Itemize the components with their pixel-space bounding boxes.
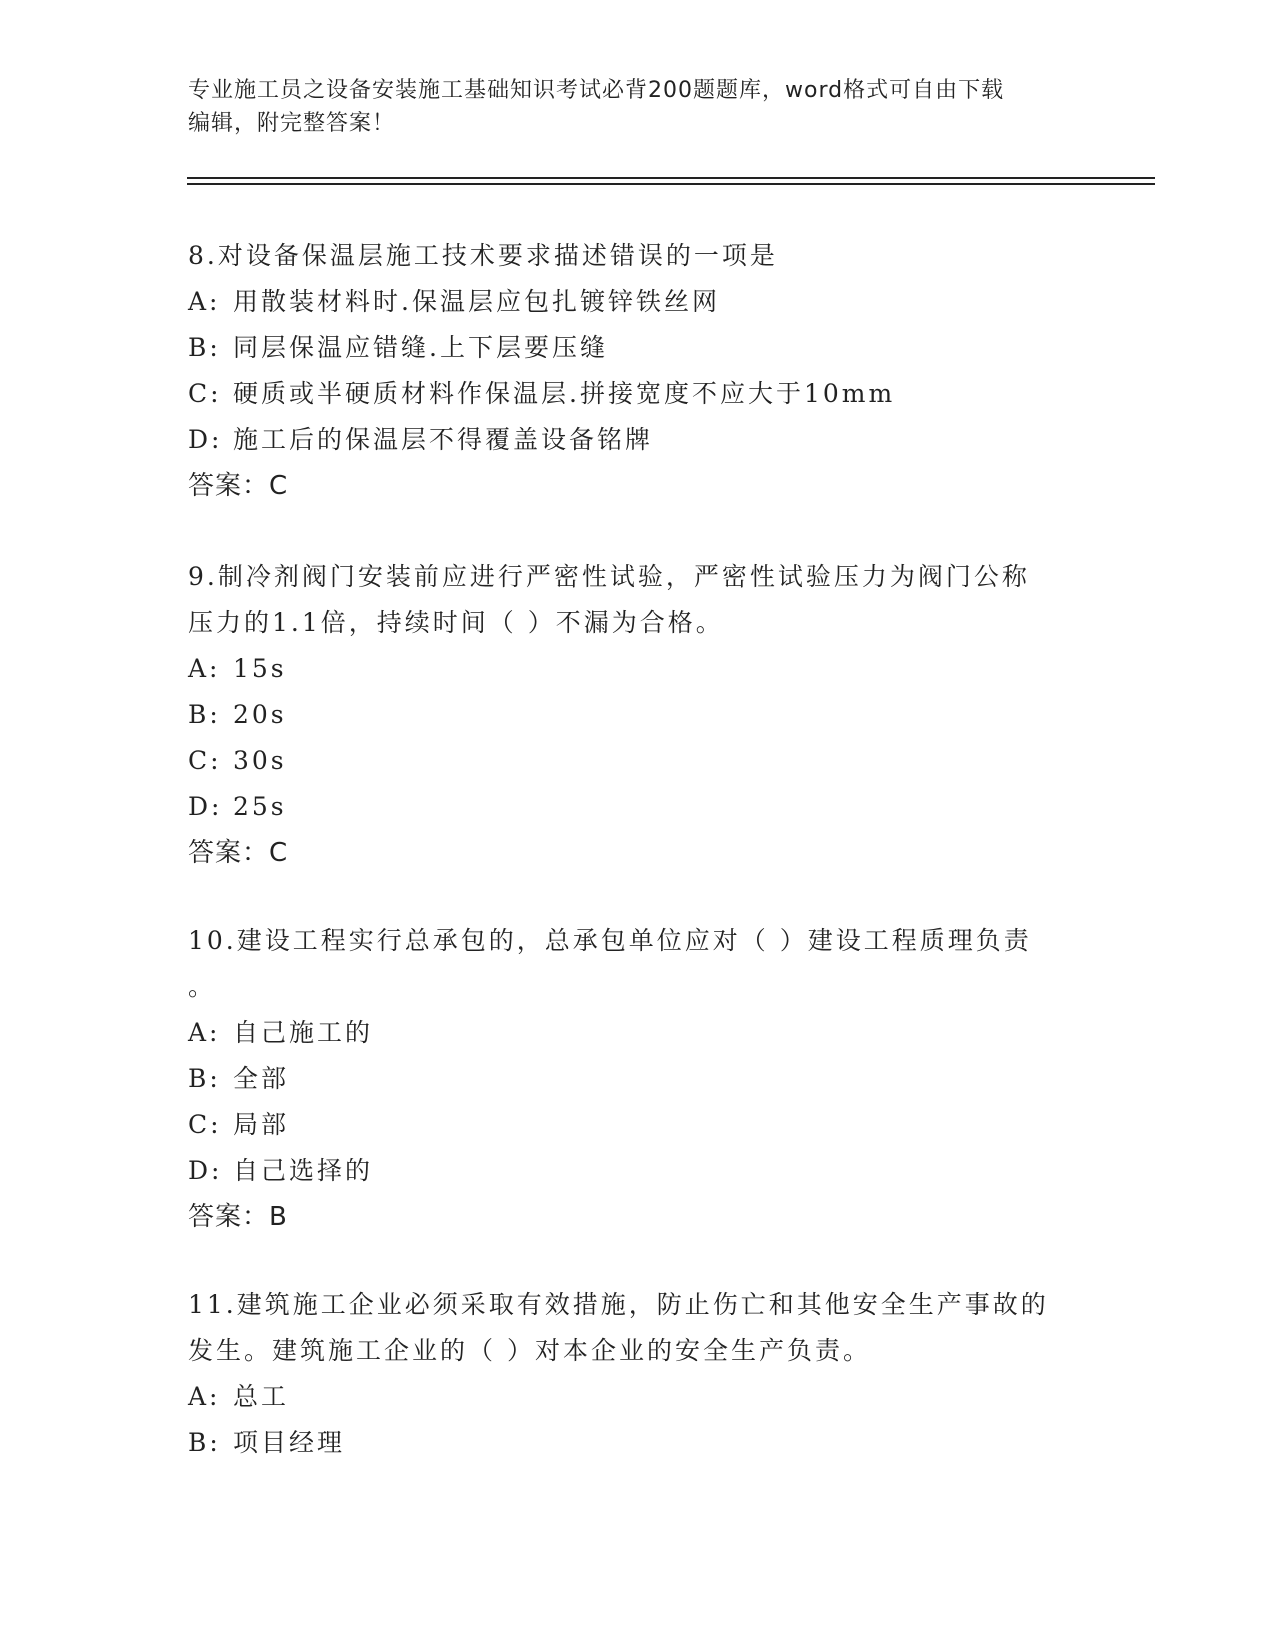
option-d xyxy=(188,417,1088,463)
option-letter: A: xyxy=(188,654,221,683)
question-9 xyxy=(188,554,1088,876)
option-text: 25s xyxy=(233,792,287,821)
option-b xyxy=(188,1420,1088,1466)
header-divider-top xyxy=(187,177,1155,179)
question-8 xyxy=(188,233,1088,509)
option-d xyxy=(188,1148,1088,1194)
option-b xyxy=(188,325,1088,371)
option-text: 用散装材料时.保温层应包扎镀锌铁丝网 xyxy=(233,287,720,316)
option-letter: D: xyxy=(188,792,223,821)
option-letter: C: xyxy=(188,746,222,775)
option-a xyxy=(188,1374,1088,1420)
option-text: 同层保温应错缝.上下层要压缝 xyxy=(233,333,608,362)
question-10 xyxy=(188,918,1088,1240)
option-text: 总工 xyxy=(233,1382,290,1411)
question-stem-line-1: 9.制冷剂阀门安装前应进行严密性试验，严密性试验压力为阀门公称 xyxy=(188,562,1030,591)
option-letter: B: xyxy=(188,333,221,362)
answer: 答案：C xyxy=(188,838,289,868)
question-11 xyxy=(188,1282,1088,1466)
option-letter: C: xyxy=(188,379,222,408)
option-d xyxy=(188,784,1088,830)
option-letter: D: xyxy=(188,425,223,454)
option-letter: D: xyxy=(188,1156,223,1185)
option-c xyxy=(188,1102,1088,1148)
option-text: 自己施工的 xyxy=(233,1018,374,1047)
option-text: 20s xyxy=(233,700,287,729)
option-letter: A: xyxy=(188,287,221,316)
question-stem-line-1: 10.建设工程实行总承包的，总承包单位应对（ ）建设工程质理负责 xyxy=(188,926,1032,955)
option-b xyxy=(188,1056,1088,1102)
option-text: 自己选择的 xyxy=(233,1156,374,1185)
option-b xyxy=(188,692,1088,738)
option-a xyxy=(188,646,1088,692)
option-text: 局部 xyxy=(233,1110,290,1139)
option-text: 项目经理 xyxy=(233,1428,346,1457)
option-text: 30s xyxy=(233,746,287,775)
question-stem-line-1: 11.建筑施工企业必须采取有效措施，防止伤亡和其他安全生产事故的 xyxy=(188,1290,1049,1319)
option-a xyxy=(188,279,1088,325)
header-title-line-2: 编辑，附完整答案！ xyxy=(188,111,396,136)
option-letter: A: xyxy=(188,1382,221,1411)
header-title-line-1: 专业施工员之设备安装施工基础知识考试必背200题题库，word格式可自由下载 xyxy=(188,78,1005,103)
option-text: 15s xyxy=(233,654,287,683)
option-text: 全部 xyxy=(233,1064,290,1093)
option-text: 硬质或半硬质材料作保温层.拼接宽度不应大于10mm xyxy=(233,379,896,408)
option-letter: B: xyxy=(188,1428,221,1457)
option-text: 施工后的保温层不得覆盖设备铭牌 xyxy=(233,425,654,454)
option-c xyxy=(188,371,1088,417)
option-letter: A: xyxy=(188,1018,221,1047)
answer: 答案：B xyxy=(188,1202,288,1232)
header-divider-bottom xyxy=(187,183,1155,185)
question-stem-line-2: 发生。建筑施工企业的（ ）对本企业的安全生产负责。 xyxy=(188,1336,871,1365)
option-c xyxy=(188,738,1088,784)
question-stem: 8.对设备保温层施工技术要求描述错误的一项是 xyxy=(188,241,778,270)
question-stem-line-2: 。 xyxy=(188,972,217,1001)
option-a xyxy=(188,1010,1088,1056)
option-letter: B: xyxy=(188,700,221,729)
option-letter: C: xyxy=(188,1110,222,1139)
answer: 答案：C xyxy=(188,471,289,501)
option-letter: B: xyxy=(188,1064,221,1093)
document-header xyxy=(188,74,1088,140)
question-stem-line-2: 压力的1.1倍，持续时间（ ）不漏为合格。 xyxy=(188,608,724,637)
